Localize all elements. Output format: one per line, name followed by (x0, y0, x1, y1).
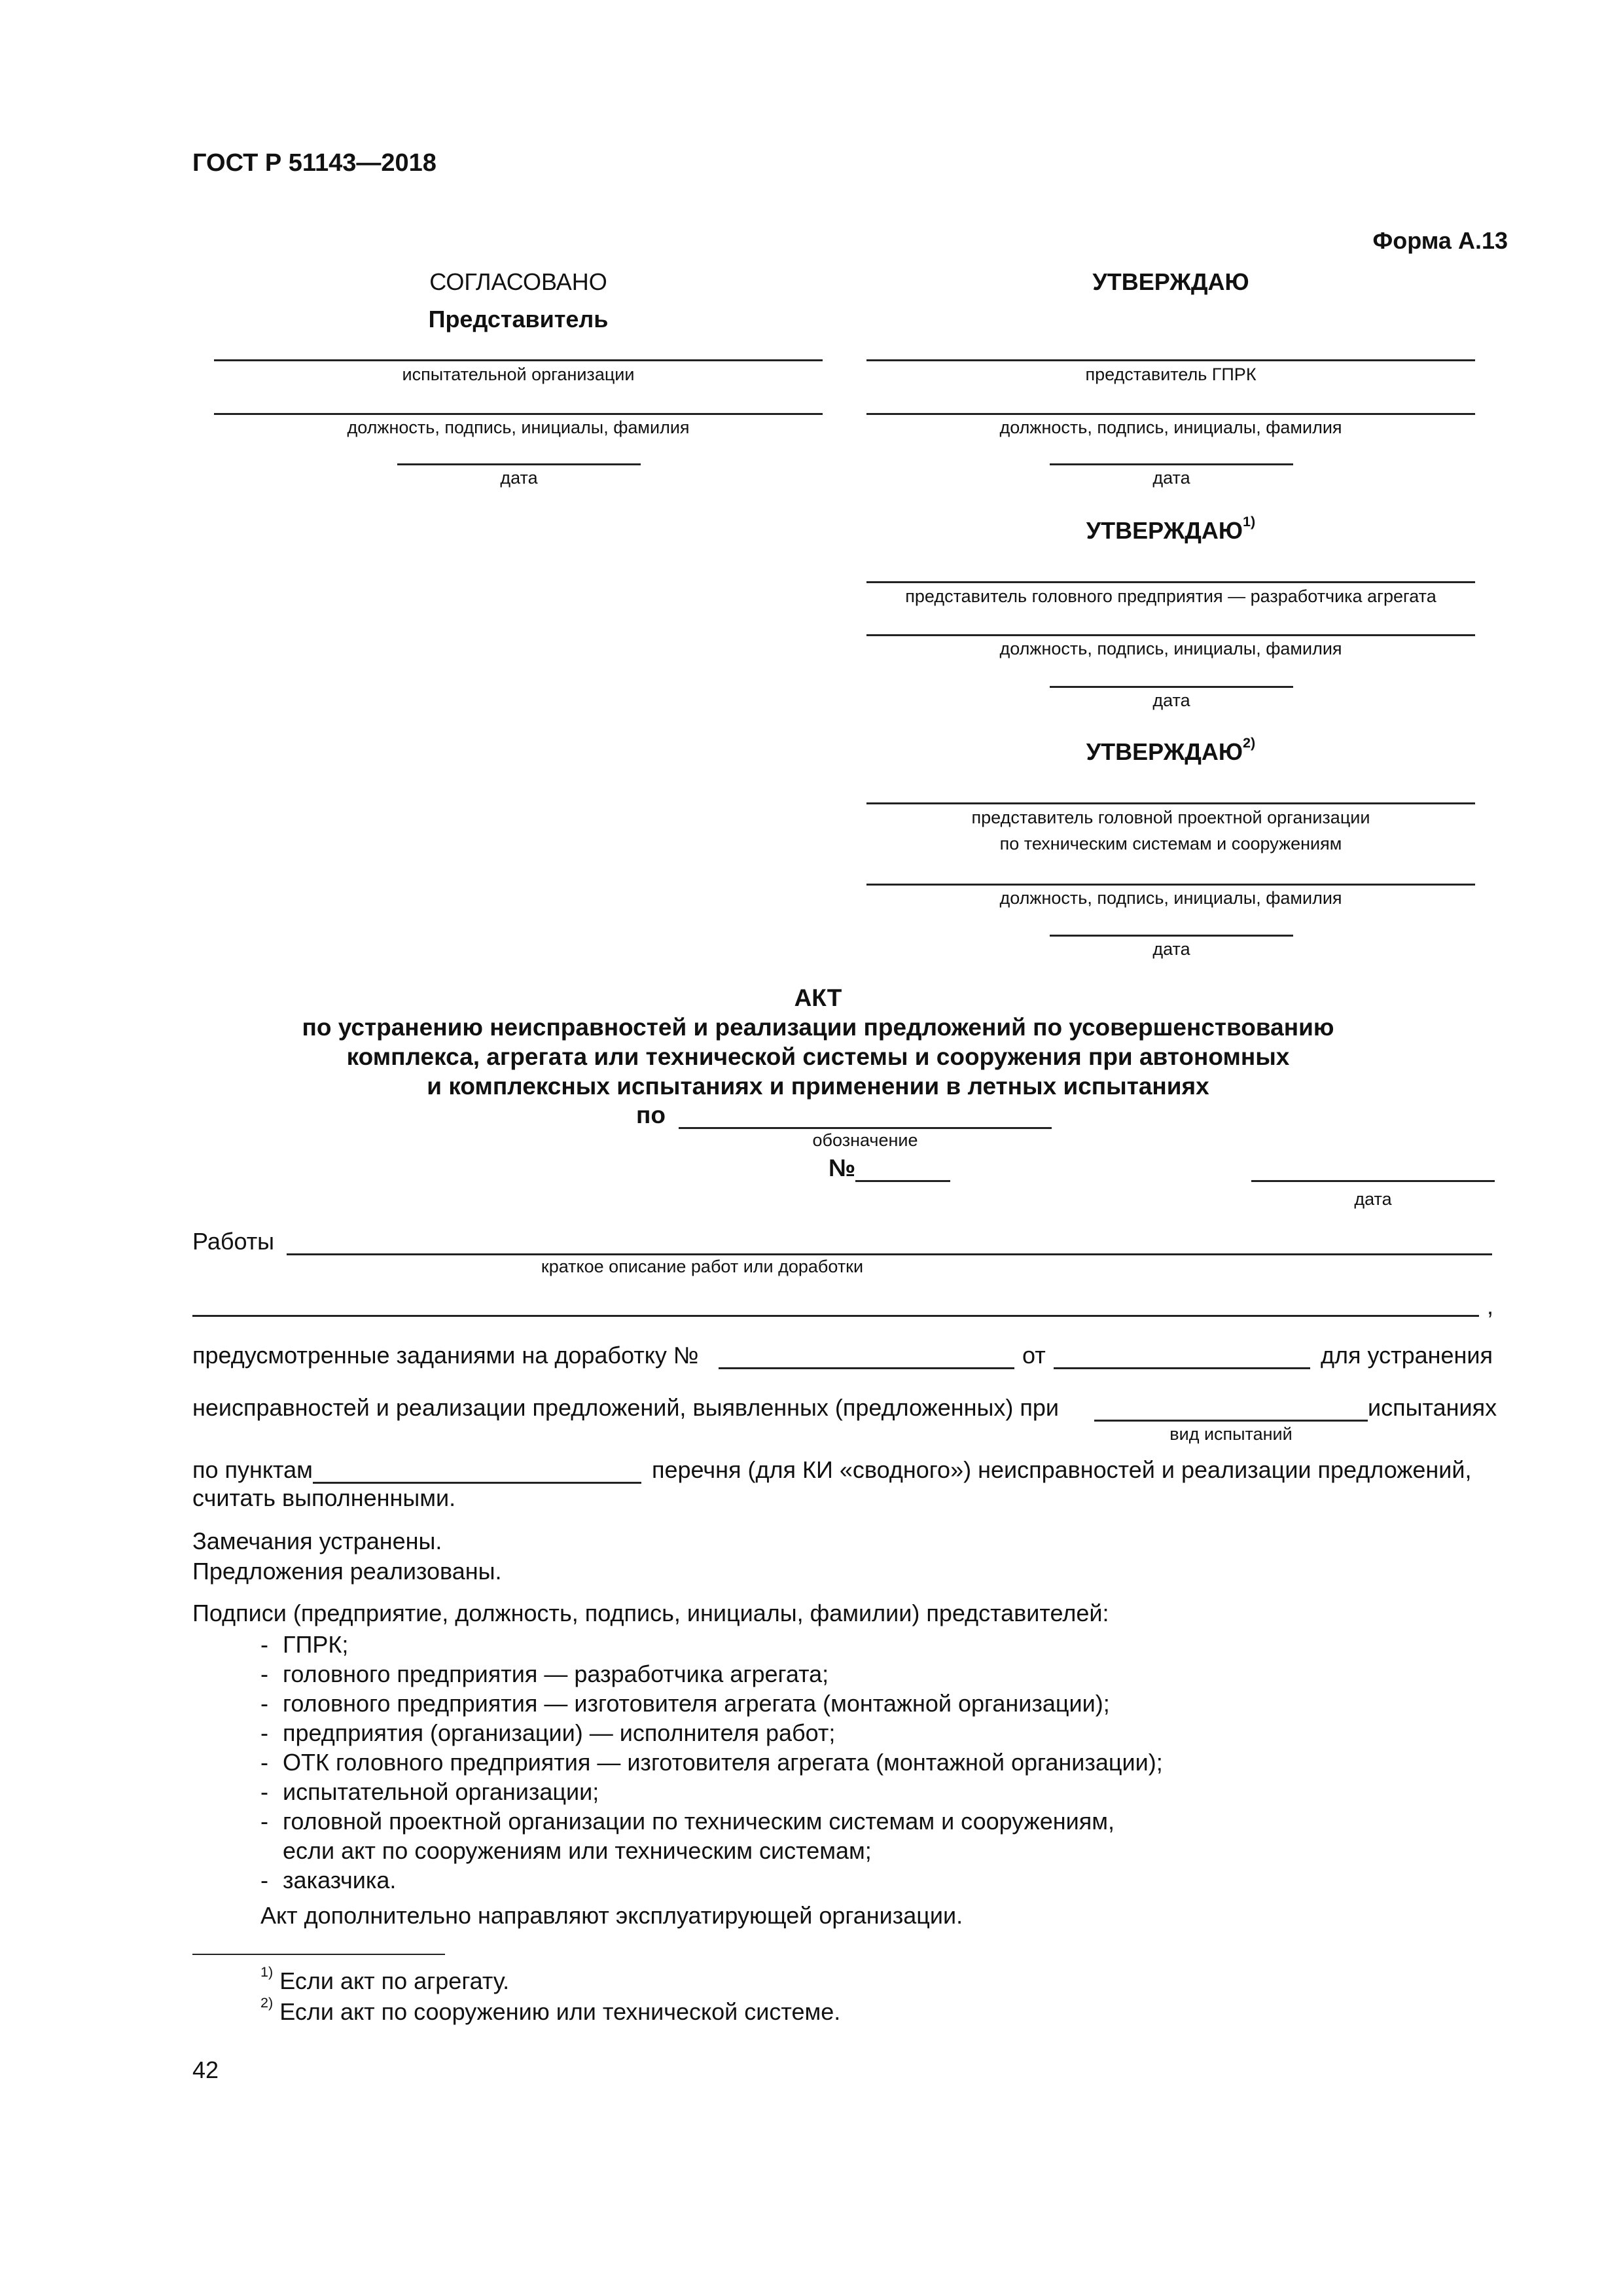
approve-developer-date-line[interactable] (1050, 686, 1293, 688)
tests-text: испытаниях (1368, 1394, 1497, 1421)
works-description-field[interactable] (287, 1253, 1492, 1255)
list-item: - ГПРК; (260, 1631, 349, 1658)
approve-gprk-title: УТВЕРЖДАЮ (1092, 268, 1249, 295)
approve-design-org-caption-2: по техническим системам и сооружениям (999, 834, 1342, 853)
approve-gprk-date-caption: дата (1152, 468, 1190, 488)
approve-gprk-line[interactable] (866, 359, 1475, 361)
designation-field[interactable] (679, 1127, 1052, 1129)
task-purpose-text: для устранения (1321, 1342, 1493, 1369)
act-subtitle-line-2: комплекса, агрегата или технической системы и сооружения при автономных (346, 1043, 1290, 1070)
approve-design-org-line[interactable] (866, 802, 1475, 804)
found-defects-text: неисправностей и реализации предложений, выявленных (предложенных) при (192, 1394, 1060, 1421)
list-item: - предприятия (организации) — исполнителя работ; (260, 1719, 836, 1746)
footnote-ref-1: 1) (1243, 513, 1256, 529)
list-item: - головного предприятия — разработчика агрегата; (260, 1660, 829, 1687)
task-number-text: предусмотренные заданиями на доработку № (192, 1342, 699, 1369)
approve-design-org-signature-line[interactable] (866, 884, 1475, 886)
approve-developer-signature-line[interactable] (866, 634, 1475, 636)
proposals-implemented: Предложения реализованы. (192, 1558, 502, 1585)
test-type-caption: вид испытаний (1169, 1424, 1293, 1444)
list-item: - головной проектной организации по техническим системам и сооружениям, (260, 1808, 1115, 1835)
page-number: 42 (192, 2056, 219, 2083)
items-field[interactable] (313, 1482, 641, 1484)
approve-gprk-signature-line[interactable] (866, 413, 1475, 415)
list-item: - испытательной организации; (260, 1778, 599, 1805)
agreed-org-line[interactable] (214, 359, 823, 361)
works-label: Работы (192, 1228, 275, 1255)
document-header: ГОСТ Р 51143—2018 (192, 149, 437, 177)
approve-design-org-date-caption: дата (1152, 939, 1190, 959)
approve-design-org-signature-caption: должность, подпись, инициалы, фамилия (999, 888, 1342, 908)
remarks-fixed: Замечания устранены. (192, 1528, 442, 1554)
footnote-2: $^{2)}$ Если акт по сооружению или технической системе. (260, 1994, 841, 2025)
completed-text: считать выполненными. (192, 1484, 456, 1511)
approve-design-org-date-line[interactable] (1050, 935, 1293, 937)
footnote-ref-2: 2) (1243, 734, 1256, 751)
act-po-label: по (636, 1102, 666, 1128)
act-subtitle-line-3: и комплексных испытаниях и применении в летных испытаниях (427, 1073, 1209, 1100)
approve-developer-title: УТВЕРЖДАЮ$^{1)}$ (1086, 513, 1256, 544)
works-description-field-2[interactable] (192, 1315, 1479, 1317)
approve-gprk-signature-caption: должность, подпись, инициалы, фамилия (999, 418, 1342, 437)
act-subtitle-line-1: по устранению неисправностей и реализации предложений по усовершенствованию (302, 1014, 1334, 1041)
approve-developer-date-caption: дата (1152, 691, 1190, 710)
agreed-title: СОГЛАСОВАНО (429, 268, 607, 295)
agreed-date-caption: дата (500, 468, 538, 488)
approve-developer-caption: представитель головного предприятия — разработчика агрегата (905, 586, 1436, 606)
list-item: - головного предприятия — изготовителя агрегата (монтажной организации); (260, 1690, 1110, 1717)
approve-developer-line[interactable] (866, 581, 1475, 583)
agreed-signature-line[interactable] (214, 413, 823, 415)
list-item: - ОТК головного предприятия — изготовителя агрегата (монтажной организации); (260, 1749, 1163, 1776)
closing-note: Акт дополнительно направляют эксплуатирующей организации. (260, 1902, 963, 1929)
act-number-label: № (829, 1155, 856, 1181)
list-item-continuation: если акт по сооружениям или техническим системам; (283, 1837, 872, 1864)
act-title: АКТ (794, 984, 842, 1011)
task-number-field[interactable] (719, 1367, 1014, 1369)
list-reference-text: перечня (для КИ «сводного») неисправностей и реализации предложений, (652, 1456, 1472, 1483)
works-comma: , (1487, 1293, 1494, 1319)
approve-developer-signature-caption: должность, подпись, инициалы, фамилия (999, 639, 1342, 658)
signatures-list (260, 1630, 1163, 1895)
items-label: по пунктам (192, 1456, 313, 1483)
signatures-intro: Подписи (предприятие, должность, подпись, инициалы, фамилии) представителей: (192, 1600, 1109, 1626)
agreed-date-line[interactable] (397, 463, 641, 465)
footnote-separator (192, 1954, 445, 1955)
designation-caption: обозначение (812, 1130, 918, 1150)
works-description-caption: краткое описание работ или доработки (541, 1257, 864, 1276)
approve-gprk-date-line[interactable] (1050, 463, 1293, 465)
approve-gprk-caption: представитель ГПРК (1085, 365, 1257, 384)
approve-design-org-caption-1: представитель головной проектной организации (971, 808, 1370, 827)
task-from-text: от (1022, 1342, 1046, 1369)
form-label: Форма А.13 (1372, 227, 1508, 254)
list-item: - заказчика. (260, 1867, 397, 1893)
agreed-org-caption: испытательной организации (402, 365, 635, 384)
agreed-signature-caption: должность, подпись, инициалы, фамилия (347, 418, 690, 437)
footnote-1: $^{1)}$ Если акт по агрегату. (260, 1964, 510, 1994)
task-date-field[interactable] (1054, 1367, 1310, 1369)
act-date-field[interactable] (1251, 1180, 1495, 1182)
act-number-field[interactable] (855, 1180, 950, 1182)
test-type-field[interactable] (1094, 1420, 1368, 1422)
act-date-caption: дата (1354, 1189, 1392, 1209)
approve-design-org-title: УТВЕРЖДАЮ$^{2)}$ (1086, 734, 1256, 765)
agreed-subtitle: Представитель (428, 306, 609, 332)
